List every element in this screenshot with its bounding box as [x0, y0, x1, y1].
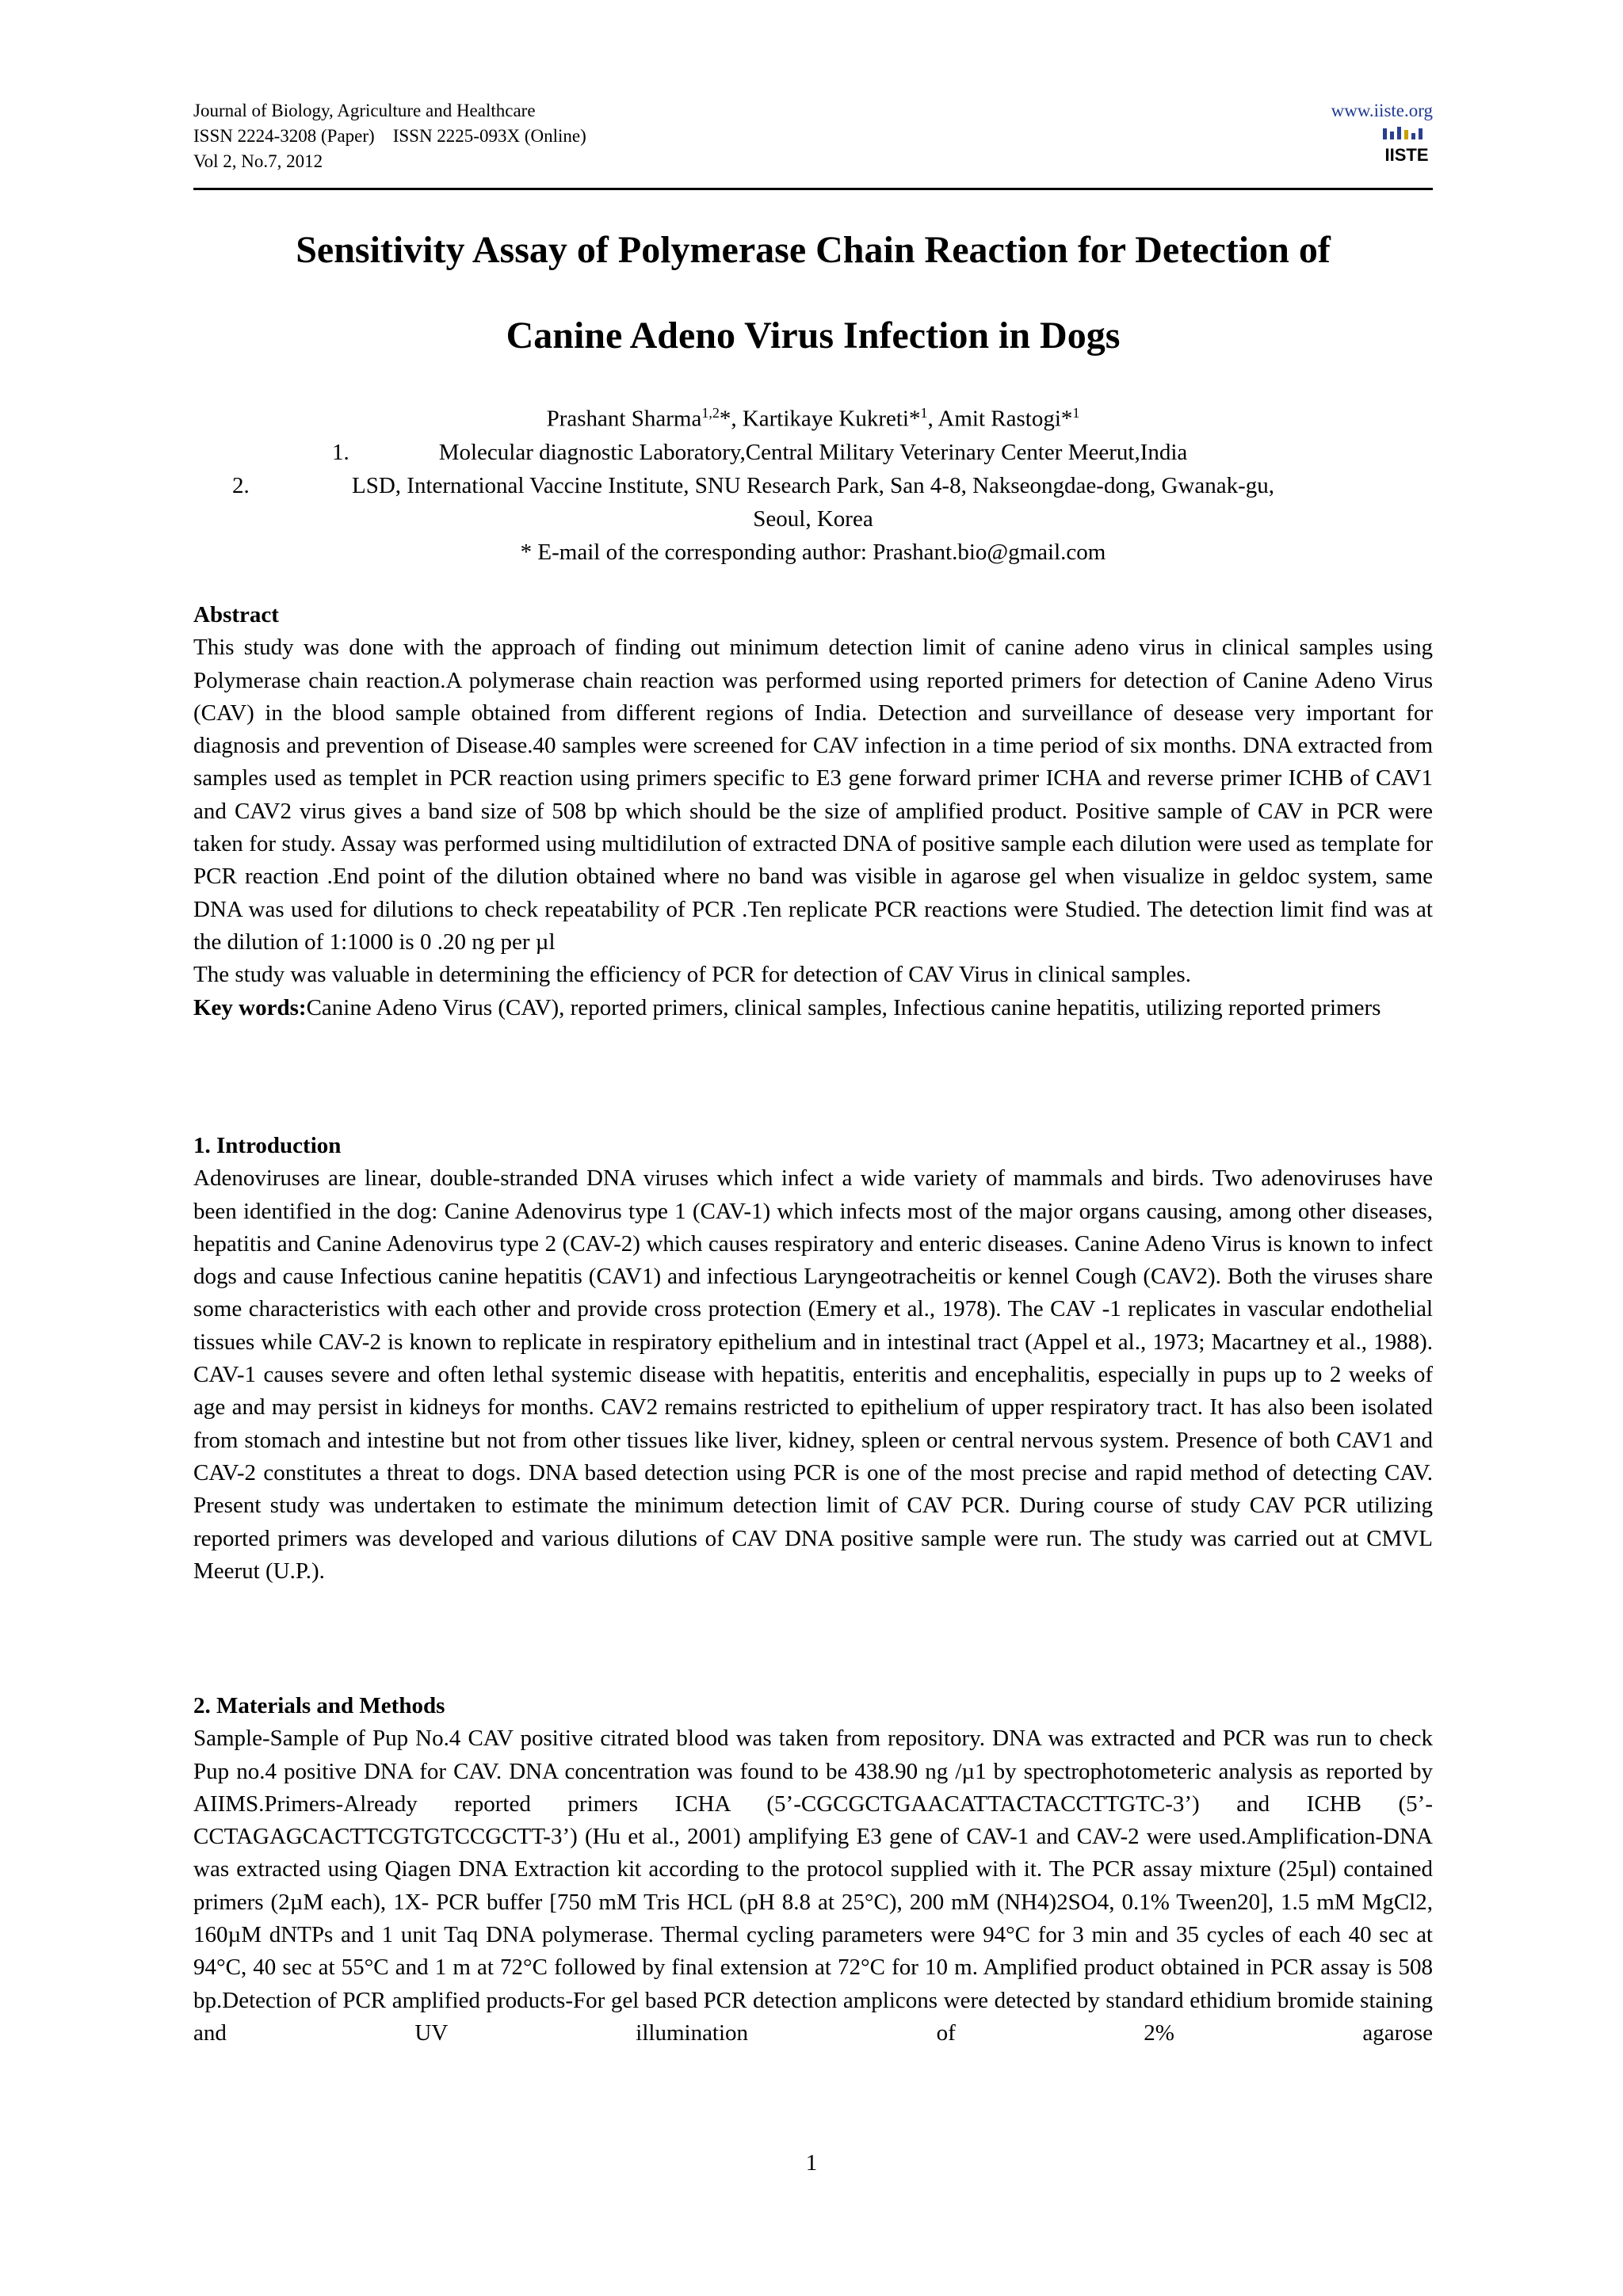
logo-text: IISTE [1384, 145, 1429, 163]
abstract-text: This study was done with the approach of finding out minimum detection limit of canine adeno virus in clinical samples using Polymerase chain reaction.A polymerase chain reaction was performed using reported primers for detection of Canine Adeno Virus (CAV) in the blood sample obtained from different regions of India. Detection and surveillance of desease very important for diagnosis and prevention of Disease.40 samples were screened for CAV infection in a time period of six months. DNA extracted from samples used as templet in PCR reaction using primers specific to E3 gene forward primer ICHA and reverse primer ICHB of CAV1 and CAV2 virus gives a band size of 508 bp which should be the size of amplified product. Positive sample of CAV in PCR were taken for study. Assay was performed using multidilution of extracted DNA of positive sample each dilution were used as template for PCR reaction .End point of the dilution obtained where no band was visible in agarose gel when visualize in geldoc system, same DNA was used for dilutions to check repeatability of PCR .Ten replicate PCR reactions were Studied. The detection limit find was at the dilution of 1:1000 is 0 .20 ng per µl [193, 635, 1433, 955]
page-number: 1 [805, 2150, 818, 2176]
keywords [193, 992, 1433, 1024]
title-line-2: Canine Adeno Virus Infection in Dogs [506, 315, 1121, 357]
affiliation-2: 2. LSD, International Vaccine Institute, SNU Research Park, San 4-8, Nakseongdae-dong, Gwanak-gu, [232, 472, 1274, 498]
abstract-last-line: The study was valuable in determining the efficiency of PCR for detection of CAV Virus in clinical samples. [193, 962, 1191, 988]
journal-header [193, 98, 586, 174]
methods-text: Sample-Sample of Pup No.4 CAV positive citrated blood was taken from repository. DNA was extracted and PCR was run to check Pup no.4 positive DNA for CAV. DNA concentration was found to be 438.90 ng /µ1 by spectrophotometeric analysis as reported by AIIMS.Primers-Already reported primers ICHA (5’-CGCGCTGAACATTACTACCTTGTC-3’) and ICHB (5’-CCTAGAGCACTTCGTGTCCGCTT-3’) (Hu et al., 2001) amplifying E3 gene of CAV-1 and CAV-2 were used.Amplification-DNA was extracted using Qiagen DNA Extraction kit according to the protocol supplied with it. The PCR assay mixture (25µl) contained primers (2µM each), 1X- PCR buffer [750 mM Tris HCL (pH 8.8 at 25°C), 200 mM (NH4)2SO4, 0.1% Tween20], 1.5 mM MgCl2, 160µM dNTPs and 1 unit Taq DNA polymerase. Thermal cycling parameters were 94°C for 3 min and 35 cycles of each 40 sec at 94°C, 40 sec at 55°C and 1 m at 72°C followed by final extension at 72°C for 10 m. Amplified product obtained in PCR assay is 508 bp.Detection of PCR amplified products-For gel based PCR detection amplicons were detected by standard ethidium bromide staining and UV illumination of 2% agarose [193, 1726, 1433, 2046]
abstract-heading: Abstract [193, 602, 279, 627]
author-block [193, 396, 1433, 569]
corresponding-email: * E-mail of the corresponding author: Prashant.bio@gmail.com [520, 539, 1106, 565]
iiste-logo [1381, 127, 1433, 163]
methods-section [193, 1690, 1433, 2050]
affiliation-1: 1. Molecular diagnostic Laboratory,Central Military Veterinary Center Meerut,India [332, 439, 1188, 465]
introduction-heading: 1. Introduction [193, 1133, 342, 1158]
journal-name: Journal of Biology, Agriculture and Healthcare [193, 101, 536, 120]
journal-volume: Vol 2, No.7, 2012 [193, 151, 323, 171]
abstract-section [193, 599, 1433, 1024]
header-rule [193, 188, 1433, 190]
affiliation-2-cont: Seoul, Korea [753, 505, 873, 532]
publisher-header [1331, 98, 1433, 167]
title-line-1: Sensitivity Assay of Polymerase Chain Reaction for Detection of [296, 229, 1331, 271]
journal-url-link[interactable]: www.iiste.org [1331, 101, 1433, 120]
journal-issn: ISSN 2224-3208 (Paper) ISSN 2225-093X (Online) [193, 126, 586, 146]
introduction-section [193, 1130, 1433, 1588]
introduction-text: Adenoviruses are linear, double-stranded DNA viruses which infect a wide variety of mammals and birds. Two adenoviruses have been identified in the dog: Canine Adenovirus type 1 (CAV-1) which infects most of the major organs causing, among other diseases, hepatitis and Canine Adenovirus type 2 (CAV-2) which causes respiratory and enteric diseases. Canine Adeno Virus is known to infect dogs and cause Infectious canine hepatitis (CAV1) and infectious Laryngeotracheitis or kennel Cough (CAV2). Both the viruses share some characteristics with each other and provide cross protection (Emery et al., 1978). The CAV -1 replicates in vascular endothelial tissues while CAV-2 is known to replicate in respiratory epithelium and in intestinal tract (Appel et al., 1973; Macartney et al., 1988). CAV-1 causes severe and often lethal systemic disease with hepatitis, enteritis and encephalitis, especially in pups up to 2 weeks of age and may persist in kidneys for months. CAV2 remains restricted to epithelium of upper respiratory tract. It has also been isolated from stomach and intestine but not from other tissues like liver, kidney, spleen or central nervous system. Presence of both CAV1 and CAV-2 constitutes a threat to dogs. DNA based detection using PCR is one of the most precise and rapid method of detecting CAV. Present study was undertaken to estimate the minimum detection limit of CAV PCR. During course of study CAV PCR utilizing reported primers was developed and various dilutions of CAV DNA positive sample were run. The study was carried out at CMVL Meerut (U.P.). [193, 1165, 1433, 1584]
author-list: Prashant Sharma$^{1,2}$*, Kartikaye Kukreti*$^1$, Amit Rastogi*$^1$ [546, 405, 1080, 432]
keywords-text: Canine Adeno Virus (CAV), reported primers, clinical samples, Infectious canine hepatitis, utilizing reported primers [306, 994, 1381, 1020]
keywords-label: Key words: [193, 994, 307, 1020]
methods-heading: 2. Materials and Methods [193, 1693, 445, 1718]
paper-title [193, 208, 1433, 379]
